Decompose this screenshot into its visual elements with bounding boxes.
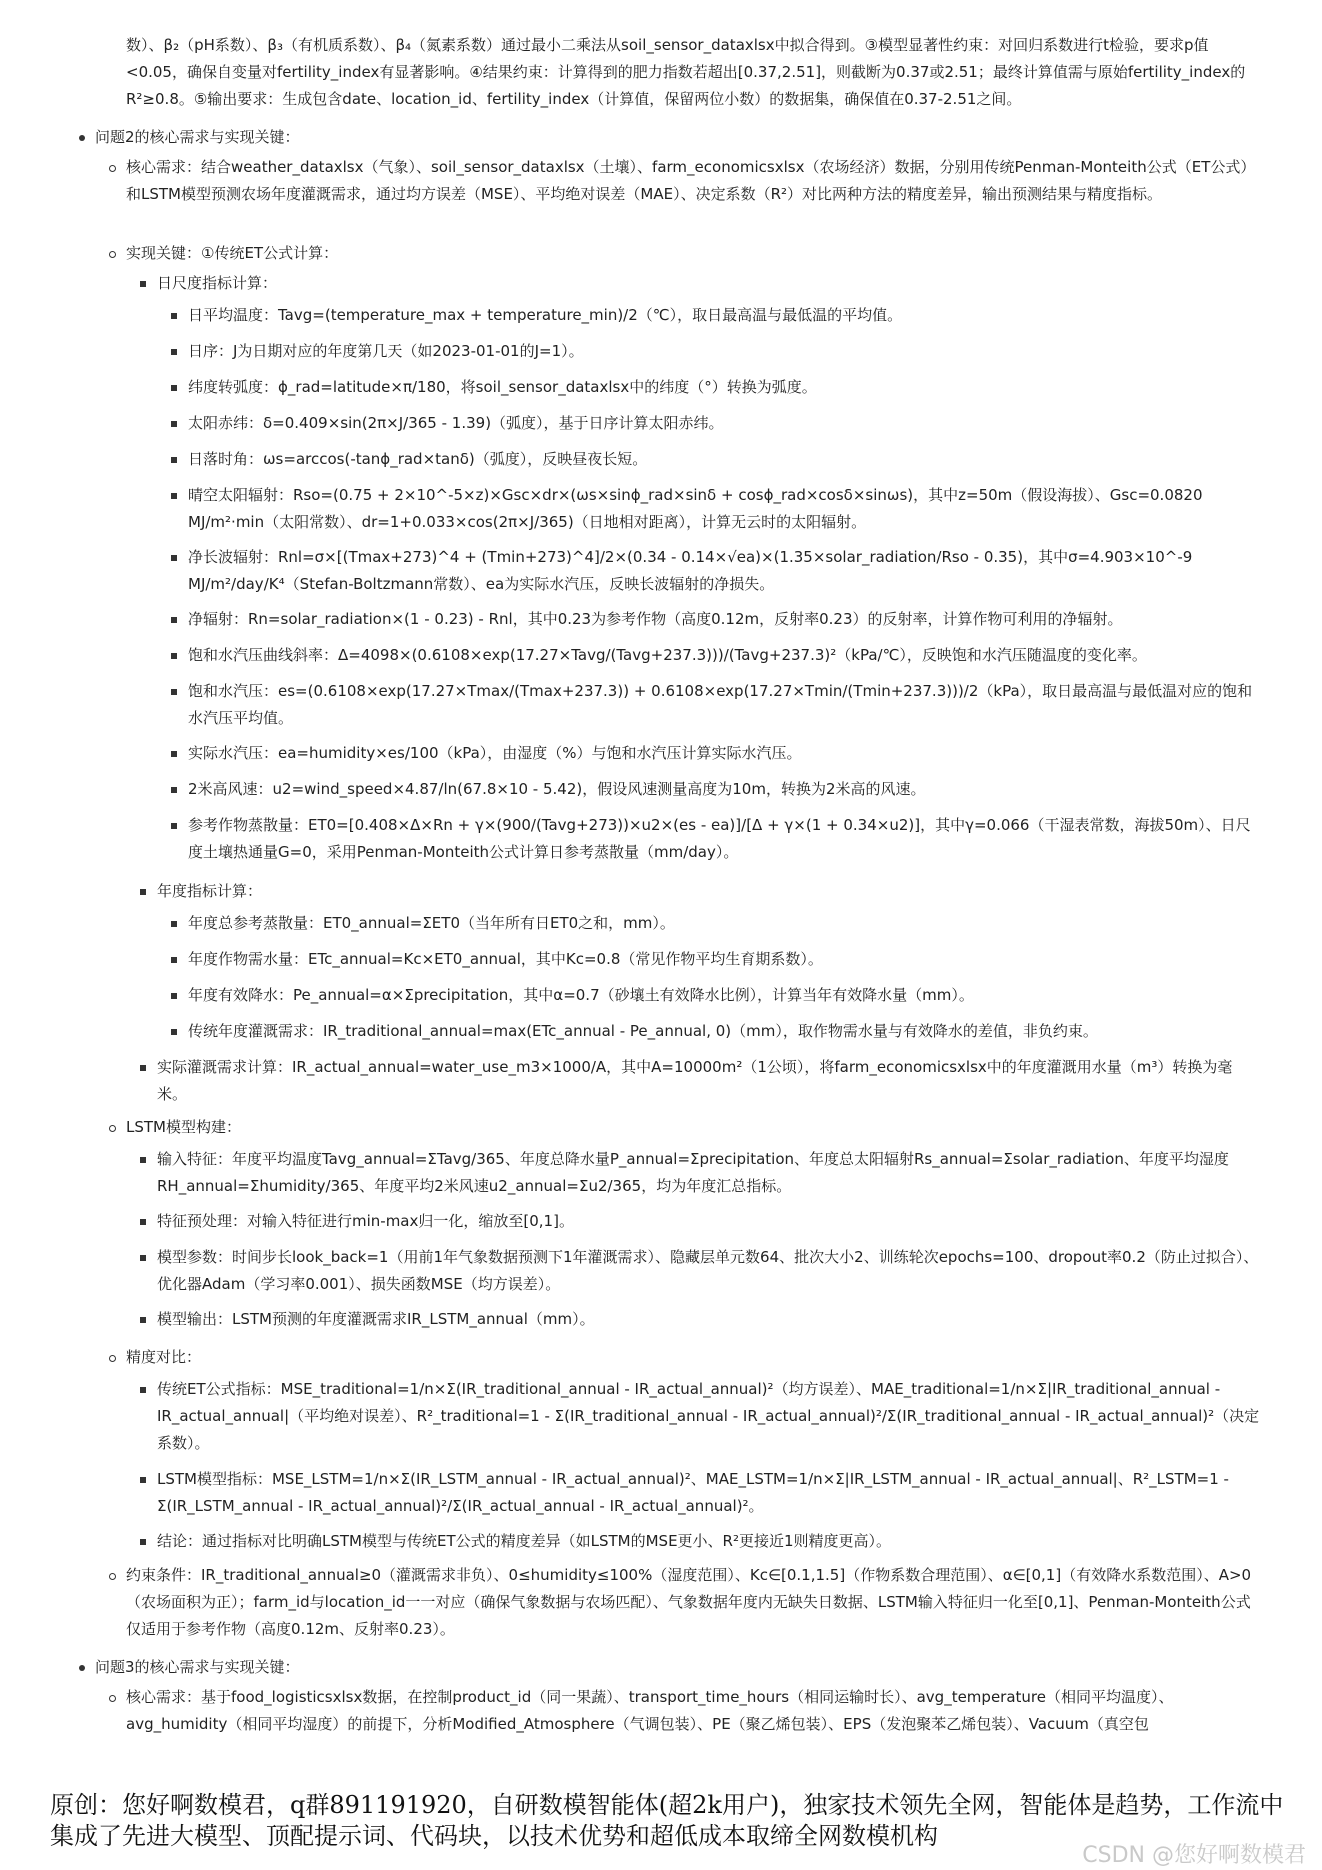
bullet-icon — [171, 689, 177, 695]
bullet-icon — [140, 1477, 146, 1483]
bullet-icon — [79, 135, 85, 141]
list-item: LSTM模型指标：MSE_LSTM=1/n×Σ(IR_LSTM_annual - IR_actual_annual)²、MAE_LSTM=1/n×Σ|IR_LSTM_annual - IR_actual_annual|、R²_LSTM=1 - Σ(IR_LSTM_annual - IR_actual_annual)²/Σ(IR_actual_annual - IR_actual_annual)²。 — [157, 1470, 1229, 1515]
list-item: 模型参数：时间步长look_back=1（用前1年气象数据预测下1年灌溉需求）、隐藏层单元数64、批次大小2、训练轮次epochs=100、dropout率0.2（防止过拟合）、优化器Adam（学习率0.001）、损失函数MSE（均方误差）。 — [157, 1248, 1259, 1293]
list-item: 饱和水汽压曲线斜率：Δ=4098×(0.6108×exp(17.27×Tavg/(Tavg+237.3)))/(Tavg+237.3)²（kPa/℃），反映饱和水汽压随温度的变化率。 — [188, 646, 1147, 664]
list-item: 特征预处理：对输入特征进行min-max归一化，缩放至[0,1]。 — [157, 1212, 574, 1230]
bullet-icon — [79, 1665, 85, 1671]
list-item: 年度指标计算： — [157, 882, 263, 900]
bullet-icon — [171, 1029, 177, 1035]
list-item: 日序：J为日期对应的年度第几天（如2023-01-01的J=1）。 — [188, 342, 584, 360]
list-item: 结论：通过指标对比明确LSTM模型与传统ET公式的精度差异（如LSTM的MSE更小、R²更接近1则精度更高）。 — [157, 1532, 892, 1550]
list-item: 年度有效降水：Pe_annual=α×Σprecipitation，其中α=0.7（砂壤土有效降水比例），计算当年有效降水量（mm）。 — [188, 986, 974, 1004]
list-item: 年度总参考蒸散量：ET0_annual=ΣET0（当年所有日ET0之和，mm）。 — [188, 914, 675, 932]
list-item: LSTM模型构建： — [126, 1118, 241, 1136]
bullet-icon — [171, 385, 177, 391]
bullet-icon — [140, 1387, 146, 1393]
bullet-icon — [109, 165, 116, 172]
bullet-icon — [140, 1219, 146, 1225]
bullet-icon — [140, 281, 146, 287]
bullet-icon — [171, 993, 177, 999]
list-item: 精度对比： — [126, 1348, 202, 1366]
bullet-icon — [171, 493, 177, 499]
list-item: 实现关键：①传统ET公式计算： — [126, 244, 339, 262]
bullet-icon — [171, 457, 177, 463]
bullet-icon — [171, 617, 177, 623]
bullet-icon — [109, 1695, 116, 1702]
list-item: 日尺度指标计算： — [157, 274, 278, 292]
list-item: 核心需求：结合weather_dataxlsx（气象）、soil_sensor_dataxlsx（土壤）、farm_economicsxlsx（农场经济）数据，分别用传统Penman-Monteith公式（ET公式）和LSTM模型预测农场年度灌溉需求，通过均方误差（MSE）、平均绝对误差（MAE）、决定系数（R²）对比两种方法的精度差异，输出预测结果与精度指标。 — [126, 158, 1256, 203]
bullet-icon — [171, 653, 177, 659]
list-item: 模型输出：LSTM预测的年度灌溉需求IR_LSTM_annual（mm）。 — [157, 1310, 595, 1328]
bullet-icon — [171, 751, 177, 757]
bullet-icon — [171, 787, 177, 793]
bullet-icon — [140, 1065, 146, 1071]
list-item: 问题3的核心需求与实现关键： — [95, 1658, 300, 1676]
bullet-icon — [171, 349, 177, 355]
list-item: 问题2的核心需求与实现关键： — [95, 128, 300, 146]
list-item: 太阳赤纬：δ=0.409×sin(2π×J/365 - 1.39)（弧度），基于日序计算太阳赤纬。 — [188, 414, 724, 432]
list-item: 日平均温度：Tavg=(temperature_max + temperature_min)/2（℃），取日最高温与最低温的平均值。 — [188, 306, 903, 324]
bullet-icon — [140, 1157, 146, 1163]
list-item: 数）、β₂（pH系数）、β₃（有机质系数）、β₄（氮素系数）通过最小二乘法从soil_sensor_dataxlsx中拟合得到。③模型显著性约束：对回归系数进行t检验，要求p值<0.05，确保自变量对fertility_index有显著影响。④结果约束：计算得到的肥力指数若超出[0.37,2.51]，则截断为0.37或2.51；最终计算值需与原始fertility_index的R²≥0.8。⑤输出要求：生成包含date、location_id、fertility_index（计算值，保留两位小数）的数据集，确保值在0.37-2.51之间。 — [126, 36, 1246, 108]
bullet-icon — [109, 1355, 116, 1362]
bullet-icon — [171, 313, 177, 319]
bullet-icon — [171, 823, 177, 829]
list-item: 传统ET公式指标：MSE_traditional=1/n×Σ(IR_traditional_annual - IR_actual_annual)²（均方误差）、MAE_traditional=1/n×Σ|IR_traditional_annual - IR_actual_annual|（平均绝对误差）、R²_traditional=1 - Σ(IR_traditional_annual - IR_actual_annual)²/Σ(IR_traditional_annual - IR_actual_annual)²（决定系数）。 — [157, 1380, 1260, 1452]
bullet-icon — [140, 889, 146, 895]
list-item: 约束条件：IR_traditional_annual≥0（灌溉需求非负）、0≤humidity≤100%（湿度范围）、Kc∈[0.1,1.5]（作物系数合理范围）、α∈[0,1]（有效降水系数范围）、A>0（农场面积为正）；farm_id与location_id一一对应（确保气象数据与农场匹配）、气象数据年度内无缺失日数据、LSTM输入特征归一化至[0,1]、Penman-Monteith公式仅适用于参考作物（高度0.12m、反射率0.23）。 — [126, 1566, 1252, 1638]
list-item: 年度作物需水量：ETc_annual=Kc×ET0_annual，其中Kc=0.8（常见作物平均生育期系数）。 — [188, 950, 823, 968]
list-item: 实际水汽压：ea=humidity×es/100（kPa），由湿度（%）与饱和水汽压计算实际水汽压。 — [188, 744, 802, 762]
list-item: 净辐射：Rn=solar_radiation×(1 - 0.23) - Rnl，其中0.23为参考作物（高度0.12m，反射率0.23）的反射率，计算作物可利用的净辐射。 — [188, 610, 1123, 628]
list-item: 净长波辐射：Rnl=σ×[(Tmax+273)^4 + (Tmin+273)^4]/2×(0.34 - 0.14×√ea)×(1.35×solar_radiation/Rso - 0.35)，其中σ=4.903×10^-9 MJ/m²/day/K⁴（Stefan-Boltzmann常数）、ea为实际水汽压，反映长波辐射的净损失。 — [188, 548, 1193, 593]
bullet-icon — [171, 421, 177, 427]
list-item: 核心需求：基于food_logisticsxlsx数据，在控制product_id（同一果蔬）、transport_time_hours（相同运输时长）、avg_temperature（相同平均温度）、avg_humidity（相同平均湿度）的前提下，分析Modified_Atmosphere（气调包装）、PE（聚乙烯包装）、EPS（发泡聚苯乙烯包装）、Vacuum（真空包 — [126, 1688, 1174, 1733]
bullet-icon — [171, 555, 177, 561]
bullet-icon — [109, 1573, 116, 1580]
list-item: 实际灌溉需求计算：IR_actual_annual=water_use_m3×1000/A，其中A=10000m²（1公顷），将farm_economicsxlsx中的年度灌溉用水量（m³）转换为毫米。 — [157, 1058, 1233, 1103]
bullet-icon — [109, 251, 116, 258]
list-item: 2米高风速：u2=wind_speed×4.87/ln(67.8×10 - 5.42)，假设风速测量高度为10m，转换为2米高的风速。 — [188, 780, 926, 798]
list-item: 日落时角：ωs=arccos(-tanϕ_rad×tanδ)（弧度），反映昼夜长短。 — [188, 450, 648, 468]
list-item: 输入特征：年度平均温度Tavg_annual=ΣTavg/365、年度总降水量P_annual=Σprecipitation、年度总太阳辐射Rs_annual=Σsolar_radiation、年度平均湿度RH_annual=Σhumidity/365、年度平均2米风速u2_annual=Σu2/365，均为年度汇总指标。 — [157, 1150, 1229, 1195]
list-item: 纬度转弧度：ϕ_rad=latitude×π/180，将soil_sensor_dataxlsx中的纬度（°）转换为弧度。 — [188, 378, 817, 396]
list-item: 传统年度灌溉需求：IR_traditional_annual=max(ETc_annual - Pe_annual, 0)（mm），取作物需水量与有效降水的差值，非负约束。 — [188, 1022, 1098, 1040]
list-item: 晴空太阳辐射：Rso=(0.75 + 2×10^-5×z)×Gsc×dr×(ωs×sinϕ_rad×sinδ + cosϕ_rad×cosδ×sinωs)，其中z=50m（假设海拔）、Gsc=0.0820 MJ/m²·min（太阳常数）、dr=1+0.033×cos(2π×J/365)（日地相对距离），计算无云时的太阳辐射。 — [188, 486, 1203, 531]
footer-caption: 原创：您好啊数模君，q群891191920，自研数模智能体(超2k用户)，独家技术领先全网，智能体是趋势，工作流中集成了先进大模型、顶配提示词、代码块，以技术优势和超低成本取缔全网数模机构 — [50, 1791, 1284, 1850]
bullet-icon — [140, 1317, 146, 1323]
csdn-watermark: CSDN @您好啊数模君 — [1082, 1843, 1306, 1868]
list-item: 饱和水汽压：es=(0.6108×exp(17.27×Tmax/(Tmax+237.3)) + 0.6108×exp(17.27×Tmin/(Tmin+237.3)))/2（kPa），取日最高温与最低温对应的饱和水汽压平均值。 — [188, 682, 1253, 727]
list-item: 参考作物蒸散量：ET0=[0.408×Δ×Rn + γ×(900/(Tavg+273))×u2×(es - ea)]/[Δ + γ×(1 + 0.34×u2)]，其中γ=0.066（干湿表常数，海拔50m）、日尺度土壤热通量G=0，采用Penman-Monteith公式计算日参考蒸散量（mm/day）。 — [188, 816, 1251, 861]
bullet-icon — [140, 1255, 146, 1261]
bullet-icon — [171, 921, 177, 927]
bullet-icon — [109, 1125, 116, 1132]
bullet-icon — [171, 957, 177, 963]
bullet-icon — [140, 1539, 146, 1545]
